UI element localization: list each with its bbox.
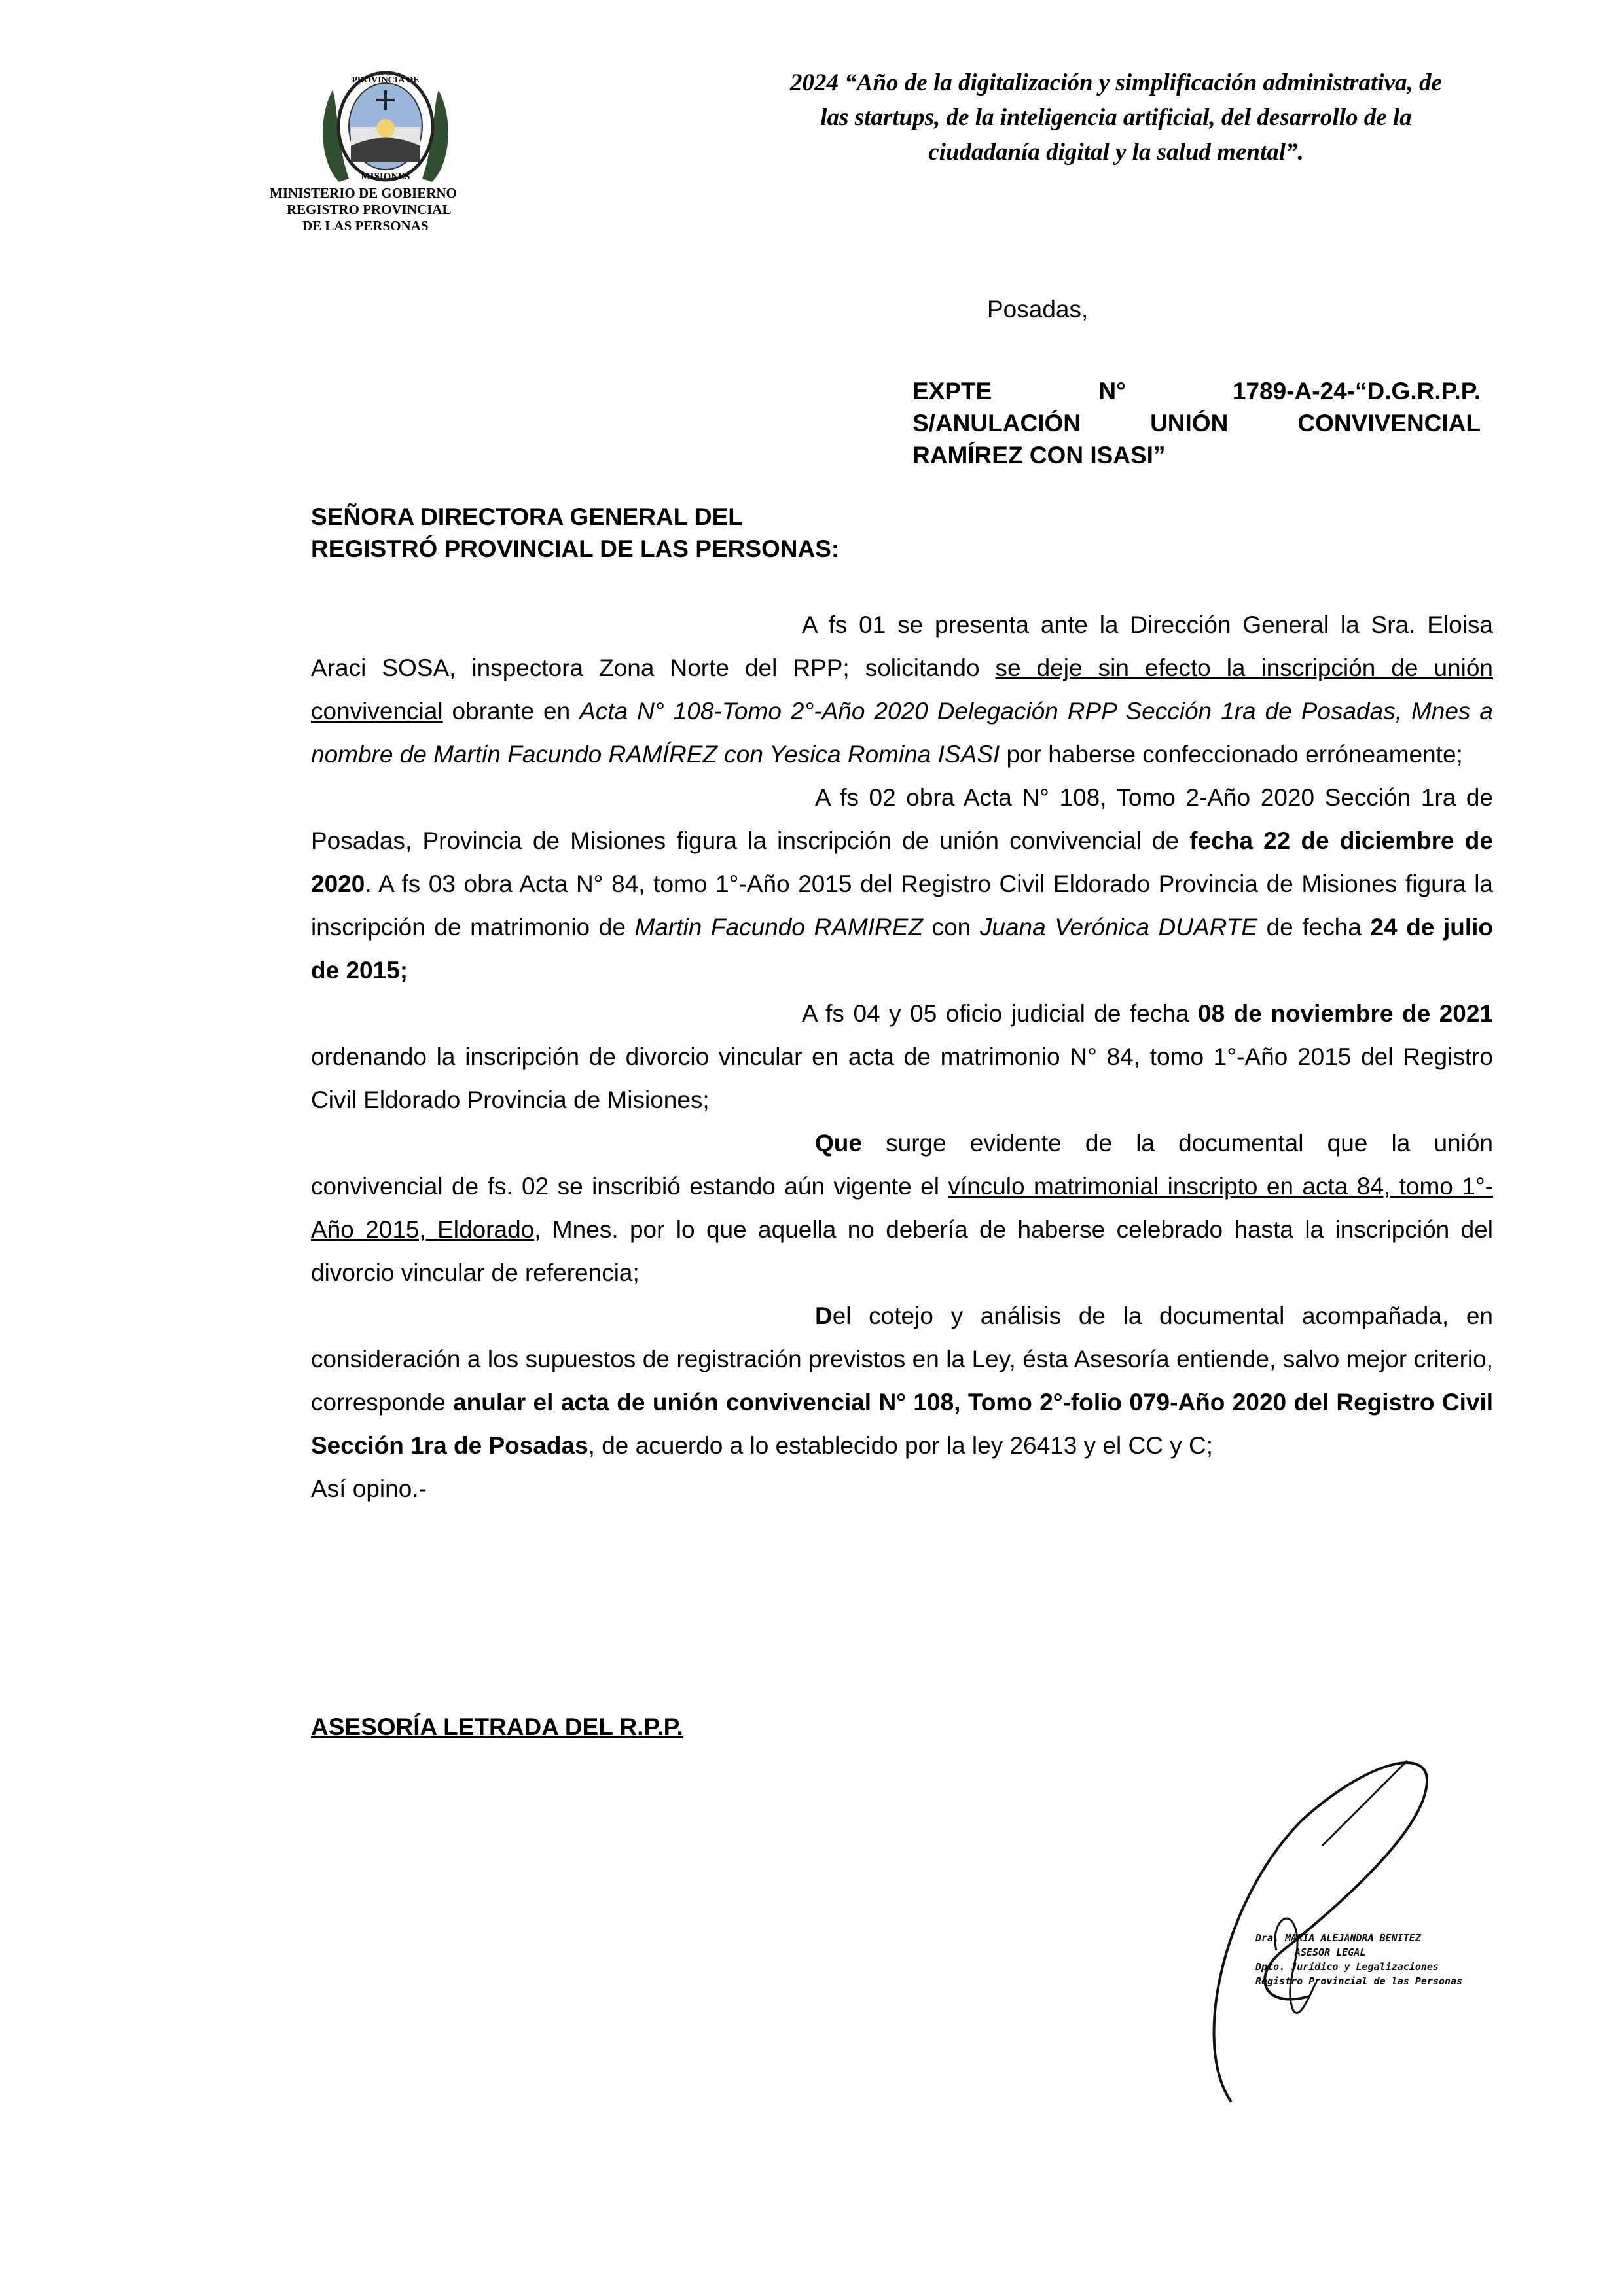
- motto-line: las startups, de la inteligencia artificial, del desarrollo de la: [820, 104, 1412, 131]
- paragraph: Así opino.-: [311, 1475, 427, 1502]
- bold-text: 08 de noviembre de 2021: [1198, 1000, 1494, 1027]
- text-run: obrante en: [442, 698, 580, 725]
- stamp-line: ASESOR LEGAL: [1295, 1946, 1366, 1958]
- file-number-label: N°: [1098, 378, 1126, 404]
- province-seal-logo: [313, 64, 458, 190]
- text-run: surge evidente de la documental que la unión convivencial de fs. 02 se inscribió estando aún vigente el: [311, 1130, 1493, 1200]
- file-reference: [912, 375, 1481, 471]
- paragraph: [311, 992, 1493, 1122]
- stamp-line: Dra. MARIA ALEJANDRA BENITEZ: [1255, 1932, 1421, 1944]
- legal-advisor-stamp: [1255, 1931, 1491, 1988]
- underlined-text: se deje sin efecto la inscripción de unión convivencial: [311, 655, 1493, 725]
- paragraph: [311, 1295, 1493, 1467]
- text-run: de fecha: [1257, 914, 1371, 941]
- document-body: [311, 603, 1493, 1511]
- registry-line: REGISTRO PROVINCIAL: [287, 202, 452, 217]
- bold-text: Que: [815, 1130, 862, 1157]
- addressee-line: REGISTRÓ PROVINCIAL DE LAS PERSONAS:: [311, 535, 840, 562]
- text-run: . A fs 03 obra Acta N° 84, tomo 1°-Año 2015 del Registro Civil Eldorado Provincia de Misiones figura la inscripción de matrimonio de: [311, 870, 1493, 941]
- file-subject-word: CONVIVENCIAL: [1297, 410, 1481, 437]
- seal-text-bottom: MISIONES: [361, 171, 410, 182]
- bold-text: D: [815, 1302, 833, 1329]
- text-run: el cotejo y análisis de la documental acompañada, en consideración a los supuestos de registración previstos en la Ley, ésta Asesoría entiende, salvo mejor criterio, corresponde: [311, 1302, 1493, 1416]
- text-run: A fs 04 y 05 oficio judicial de fecha: [802, 1000, 1199, 1027]
- place-date: Posadas,: [987, 296, 1089, 323]
- file-subject-parties: RAMÍREZ CON ISASI”: [912, 442, 1166, 469]
- text-run: A fs 02 obra Acta N° 108, Tomo 2-Año 2020 Sección 1ra de Posadas, Provincia de Misiones figura la inscripción de unión convivencial de: [311, 784, 1493, 854]
- stamp-line: Dpto. Jurídico y Legalizaciones: [1255, 1961, 1439, 1973]
- bold-text: anular el acta de unión convivencial N° 108, Tomo 2°-folio 079-Año 2020 del Registro Civil Sección 1ra de Posadas: [311, 1389, 1494, 1459]
- bold-text: fecha 22 de diciembre de 2020: [311, 827, 1493, 897]
- ministry-header: [270, 185, 505, 234]
- year-motto: [681, 65, 1551, 170]
- paragraph: [311, 1122, 1493, 1295]
- text-run: ordenando la inscripción de divorcio vincular en acta de matrimonio N° 84, tomo 1°-Año 2015 del Registro Civil Eldorado Provincia de Misiones;: [311, 1043, 1493, 1113]
- registry-line: DE LAS PERSONAS: [302, 218, 429, 234]
- motto-line: 2024 “Año de la digitalización y simplificación administrativa, de: [790, 69, 1442, 96]
- file-number: 1789-A-24-“D.G.R.P.P.: [1232, 378, 1481, 404]
- file-label: EXPTE: [912, 378, 992, 404]
- italic-text: Acta N° 108-Tomo 2°-Año 2020 Delegación RPP Sección 1ra de Posadas, Mnes a nombre de Martin Facundo RAMÍREZ con Yesica Romina ISASI: [311, 698, 1493, 768]
- text-run: , de acuerdo a lo establecido por la ley 26413 y el CC y C;: [588, 1432, 1213, 1459]
- bold-text: 24 de julio de 2015;: [311, 914, 1494, 984]
- text-run: por haberse confeccionado erróneamente;: [1000, 741, 1463, 768]
- italic-text: Juana Verónica DUARTE: [979, 914, 1257, 941]
- signature-office: ASESORÍA LETRADA DEL R.P.P.: [311, 1713, 683, 1740]
- italic-text: Martin Facundo RAMIREZ: [634, 914, 923, 941]
- stamp-line: Registro Provincial de las Personas: [1255, 1975, 1463, 1987]
- ministry-line: MINISTERIO DE GOBIERNO: [270, 185, 457, 201]
- paragraph: [311, 776, 1493, 992]
- file-subject-word: S/ANULACIÓN: [912, 410, 1081, 437]
- text-run: , Mnes. por lo que aquella no debería de haberse celebrado hasta la inscripción del divorcio vincular de referencia;: [311, 1216, 1493, 1286]
- file-subject-word: UNIÓN: [1150, 410, 1229, 437]
- addressee-line: SEÑORA DIRECTORA GENERAL DEL: [311, 503, 743, 530]
- text-run: A fs 01 se presenta ante la Dirección General la Sra. Eloisa Araci SOSA, inspectora Zona Norte del RPP; solicitando: [311, 611, 1493, 681]
- motto-line: ciudadanía digital y la salud mental”.: [928, 139, 1304, 166]
- underlined-text: vínculo matrimonial inscripto en acta 84, tomo 1°-Año 2015, Eldorado: [311, 1173, 1493, 1243]
- seal-text-top: PROVINCIA DE: [352, 75, 420, 85]
- paragraph: [311, 603, 1493, 776]
- text-run: con: [922, 914, 980, 941]
- addressee: [311, 501, 839, 565]
